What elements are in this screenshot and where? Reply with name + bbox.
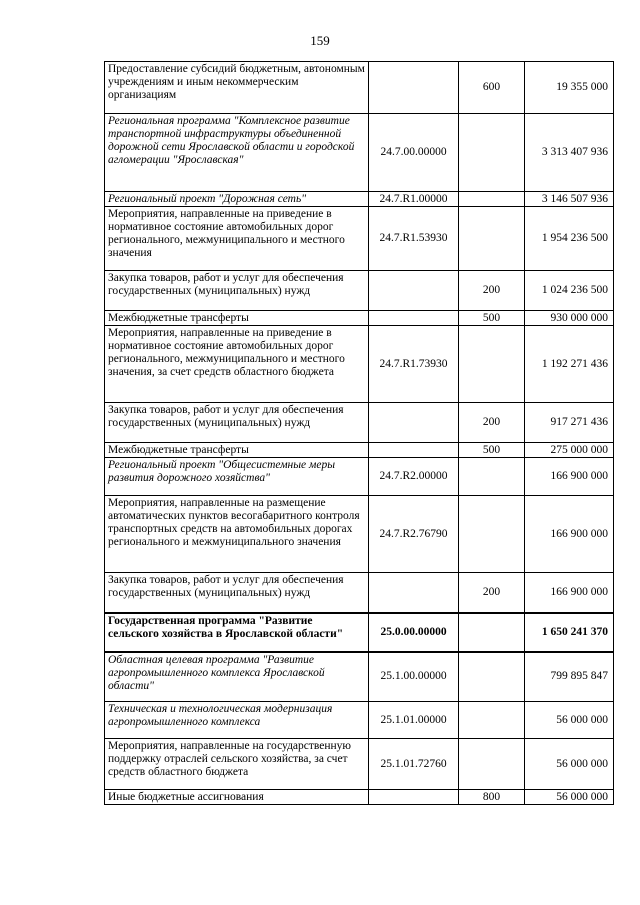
row-code-cell: 25.1.00.00000 xyxy=(369,652,459,702)
row-amount-cell: 917 271 436 xyxy=(525,403,614,443)
row-name-cell: Мероприятия, направленные на размещение автоматических пунктов весогабаритного контроля транспортных средств на автомобильных дорогах регионального и межмуниципального значения xyxy=(105,496,369,573)
table-row xyxy=(105,62,614,114)
row-amount-cell: 1 024 236 500 xyxy=(525,271,614,311)
row-name-cell: Предоставление субсидий бюджетным, автономным учреждениям и иным некоммерческим организациям xyxy=(105,62,369,114)
row-code-cell: 25.1.01.00000 xyxy=(369,702,459,739)
row-code-cell: 24.7.R1.73930 xyxy=(369,326,459,403)
table-row xyxy=(105,311,614,326)
row-name-cell: Мероприятия, направленные на государственную поддержку отраслей сельского хозяйства, за счет средств областного бюджета xyxy=(105,739,369,790)
table-row xyxy=(105,192,614,207)
row-name-cell: Межбюджетные трансферты xyxy=(105,311,369,326)
table-row xyxy=(105,652,614,702)
row-amount-cell: 1 192 271 436 xyxy=(525,326,614,403)
row-expense-type-cell xyxy=(459,613,525,652)
table-row xyxy=(105,443,614,458)
row-amount-cell: 1 650 241 370 xyxy=(525,613,614,652)
row-amount-cell: 56 000 000 xyxy=(525,790,614,805)
row-expense-type-cell: 200 xyxy=(459,573,525,613)
table-row xyxy=(105,496,614,573)
row-amount-cell: 19 355 000 xyxy=(525,62,614,114)
row-code-cell: 25.1.01.72760 xyxy=(369,739,459,790)
row-expense-type-cell: 200 xyxy=(459,271,525,311)
row-expense-type-cell xyxy=(459,114,525,192)
row-name-cell: Закупка товаров, работ и услуг для обеспечения государственных (муниципальных) нужд xyxy=(105,271,369,311)
row-amount-cell: 275 000 000 xyxy=(525,443,614,458)
row-amount-cell: 166 900 000 xyxy=(525,458,614,496)
row-amount-cell: 930 000 000 xyxy=(525,311,614,326)
row-expense-type-cell xyxy=(459,702,525,739)
row-expense-type-cell xyxy=(459,192,525,207)
row-expense-type-cell xyxy=(459,739,525,790)
row-code-cell: 25.0.00.00000 xyxy=(369,613,459,652)
row-amount-cell: 799 895 847 xyxy=(525,652,614,702)
table-row xyxy=(105,207,614,271)
row-expense-type-cell xyxy=(459,207,525,271)
row-name-cell: Региональный проект "Дорожная сеть" xyxy=(105,192,369,207)
row-expense-type-cell xyxy=(459,652,525,702)
row-expense-type-cell: 500 xyxy=(459,443,525,458)
row-name-cell: Закупка товаров, работ и услуг для обеспечения государственных (муниципальных) нужд xyxy=(105,573,369,613)
row-expense-type-cell: 500 xyxy=(459,311,525,326)
row-amount-cell: 3 146 507 936 xyxy=(525,192,614,207)
row-expense-type-cell xyxy=(459,496,525,573)
table-row xyxy=(105,739,614,790)
row-amount-cell: 1 954 236 500 xyxy=(525,207,614,271)
table-row xyxy=(105,458,614,496)
row-name-cell: Мероприятия, направленные на приведение в нормативное состояние автомобильных дорог регионального, межмуниципального и местного значения, за счет средств областного бюджета xyxy=(105,326,369,403)
row-name-cell: Региональная программа "Комплексное развитие транспортной инфраструктуры объединенной дорожной сети Ярославской области и городской агломерации "Ярославская" xyxy=(105,114,369,192)
row-name-cell: Иные бюджетные ассигнования xyxy=(105,790,369,805)
row-amount-cell: 56 000 000 xyxy=(525,702,614,739)
row-name-cell: Региональный проект "Общесистемные меры развития дорожного хозяйства" xyxy=(105,458,369,496)
row-code-cell: 24.7.R1.00000 xyxy=(369,192,459,207)
table-row xyxy=(105,790,614,805)
row-amount-cell: 56 000 000 xyxy=(525,739,614,790)
table-row xyxy=(105,326,614,403)
row-expense-type-cell xyxy=(459,326,525,403)
row-name-cell: Областная целевая программа "Развитие агропромышленного комплекса Ярославской области" xyxy=(105,652,369,702)
row-expense-type-cell: 800 xyxy=(459,790,525,805)
row-code-cell xyxy=(369,403,459,443)
budget-table-body xyxy=(105,62,614,805)
row-amount-cell: 166 900 000 xyxy=(525,496,614,573)
row-code-cell xyxy=(369,271,459,311)
row-amount-cell: 3 313 407 936 xyxy=(525,114,614,192)
table-row xyxy=(105,114,614,192)
table-row xyxy=(105,573,614,613)
row-expense-type-cell: 200 xyxy=(459,403,525,443)
row-code-cell: 24.7.R2.00000 xyxy=(369,458,459,496)
row-code-cell xyxy=(369,573,459,613)
page-number: 159 xyxy=(310,33,330,48)
row-name-cell: Межбюджетные трансферты xyxy=(105,443,369,458)
row-name-cell: Государственная программа "Развитие сельского хозяйства в Ярославской области" xyxy=(105,613,369,652)
row-expense-type-cell: 600 xyxy=(459,62,525,114)
row-code-cell xyxy=(369,443,459,458)
table-row xyxy=(105,702,614,739)
row-name-cell: Мероприятия, направленные на приведение в нормативное состояние автомобильных дорог регионального, межмуниципального и местного значения xyxy=(105,207,369,271)
table-row xyxy=(105,403,614,443)
row-code-cell xyxy=(369,790,459,805)
row-expense-type-cell xyxy=(459,458,525,496)
row-code-cell: 24.7.R2.76790 xyxy=(369,496,459,573)
row-code-cell xyxy=(369,62,459,114)
row-name-cell: Техническая и технологическая модернизация агропромышленного комплекса xyxy=(105,702,369,739)
row-amount-cell: 166 900 000 xyxy=(525,573,614,613)
table-row xyxy=(105,613,614,652)
table-row xyxy=(105,271,614,311)
budget-table xyxy=(104,61,614,805)
row-code-cell xyxy=(369,311,459,326)
row-code-cell: 24.7.00.00000 xyxy=(369,114,459,192)
row-code-cell: 24.7.R1.53930 xyxy=(369,207,459,271)
row-name-cell: Закупка товаров, работ и услуг для обеспечения государственных (муниципальных) нужд xyxy=(105,403,369,443)
